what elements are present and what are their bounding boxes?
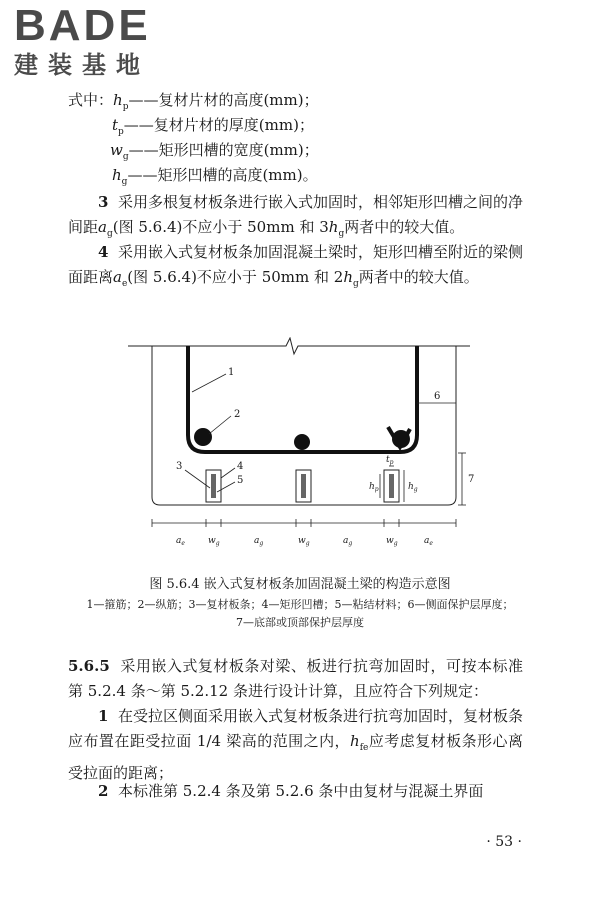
- symbol: a: [98, 218, 107, 236]
- definitions-intro: 式中：: [68, 91, 114, 109]
- page-number: · 53 ·: [486, 834, 522, 850]
- item-number: 1: [98, 707, 109, 725]
- dash: ——: [128, 141, 159, 159]
- paragraph-item-4: [68, 240, 523, 297]
- dim-hg: $h_g$: [408, 482, 418, 493]
- symbol: h: [350, 732, 360, 750]
- section-text: 采用嵌入式复材板条对梁、板进行抗弯加固时，可按本标准第 5.2.4 条～第 5.2.12 条进行设计计算，且应符合下列规定：: [68, 657, 523, 700]
- dash: ——: [123, 116, 154, 134]
- section-number: 5.6.5: [68, 657, 110, 675]
- label-6: 6: [434, 391, 441, 402]
- section-5-6-5: [68, 654, 523, 704]
- figure-legend-1: 1—箍筋；2—纵筋；3—复材板条；4—矩形凹槽；5—粘结材料；6—侧面保护层厚度；: [86, 598, 514, 611]
- definition-desc: 矩形凹槽的高度(mm)。: [157, 166, 318, 184]
- symbol-sub: g: [338, 229, 345, 239]
- text: (图 5.6.4)不应小于 50mm 和 3: [112, 218, 329, 236]
- symbol: h: [113, 91, 123, 109]
- paragraph-item-1: [68, 704, 523, 786]
- symbol: w: [110, 141, 123, 159]
- rebar-right: [392, 430, 410, 448]
- dim-ae-right: $a_e$: [424, 536, 433, 547]
- groove-left: [206, 470, 221, 502]
- symbol: t: [112, 116, 119, 134]
- dim-ae-left: $a_e$: [176, 536, 185, 547]
- dim-tp: $t_p$: [386, 455, 394, 466]
- symbol-sub: e: [121, 279, 128, 289]
- symbol: h: [112, 166, 122, 184]
- figure-legend-2: 7—底部或顶部保护层厚度: [236, 616, 364, 629]
- item-number: 2: [98, 782, 109, 800]
- symbol-sub: g: [353, 279, 359, 289]
- dim-wg-2: $w_g$: [298, 536, 310, 547]
- rebar-left: [194, 428, 212, 446]
- beam-diagram: [118, 337, 488, 562]
- symbol: h: [343, 268, 353, 286]
- text: 应考虑复材板条形心离受拉面的距离；: [68, 732, 523, 782]
- paragraph-item-2: [68, 779, 523, 804]
- label-5: 5: [237, 475, 244, 486]
- label-1: 1: [228, 367, 235, 378]
- definition-line-4: [112, 165, 318, 192]
- symbol: a: [113, 268, 122, 286]
- symbol: h: [328, 218, 339, 236]
- dim-ag-1: $a_g$: [254, 536, 264, 547]
- rebar-mid: [294, 434, 310, 450]
- dash: ——: [127, 166, 158, 184]
- text: (图 5.6.4)不应小于 50mm 和 2: [127, 268, 344, 286]
- text: 采用嵌入式复材板条加固混凝土梁时，矩形凹槽至附近的梁侧面距离: [68, 243, 523, 286]
- groove-mid: [296, 470, 311, 502]
- logo-subtitle: 建装基地: [14, 51, 150, 79]
- text: 采用多根复材板条进行嵌入式加固时，相邻矩形凹槽之间的净间距: [68, 193, 523, 236]
- dim-wg-1: $w_g$: [208, 536, 220, 547]
- dim-ag-2: $a_g$: [343, 536, 353, 547]
- symbol-sub: g: [122, 152, 129, 162]
- symbol-sub: p: [122, 102, 129, 112]
- symbol-sub: p: [118, 127, 124, 137]
- definition-desc: 矩形凹槽的宽度(mm)；: [158, 141, 319, 159]
- text: 两者中的较大值。: [344, 218, 465, 236]
- label-3: 3: [176, 461, 183, 472]
- symbol-sub: fe: [359, 743, 369, 753]
- definition-desc: 复材片材的高度(mm)；: [158, 91, 319, 109]
- label-2: 2: [234, 409, 241, 420]
- dim-hp: $h_p$: [369, 482, 379, 493]
- symbol-sub: g: [121, 177, 128, 187]
- item-number: 3: [98, 193, 109, 211]
- text: 两者中的较大值。: [358, 268, 479, 286]
- paragraph-item-3: [68, 190, 523, 247]
- text: 本标准第 5.2.4 条及第 5.2.6 条中由复材与混凝土界面: [117, 782, 484, 800]
- logo-brand: BADE: [14, 1, 151, 50]
- definition-line-2: [112, 115, 314, 142]
- groove-right: [384, 470, 399, 502]
- definition-line-3: [110, 140, 319, 167]
- item-number: 4: [98, 243, 109, 261]
- label-7: 7: [468, 474, 475, 485]
- logo: [14, 1, 184, 80]
- dash: ——: [128, 91, 159, 109]
- definition-desc: 复材片材的厚度(mm)；: [153, 116, 314, 134]
- definition-line-1: [68, 90, 319, 117]
- dim-wg-3: $w_g$: [386, 536, 398, 547]
- symbol-sub: g: [106, 229, 113, 239]
- figure-caption: 图 5.6.4 嵌入式复材板条加固混凝土梁的构造示意图: [149, 577, 451, 592]
- text: 在受拉区侧面采用嵌入式复材板条进行抗弯加固时，复材板条应布置在距受拉面 1/4 梁高的范围之内，: [68, 707, 523, 750]
- label-4: 4: [237, 461, 244, 472]
